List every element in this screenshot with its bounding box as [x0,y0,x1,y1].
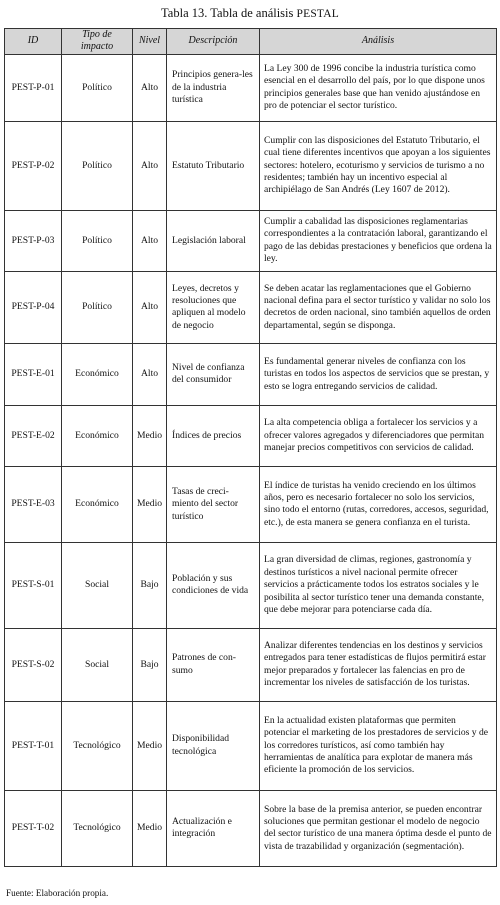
cell-id: PEST-E-03 [5,466,62,542]
table-row [5,628,497,701]
cell-id: PEST-E-01 [5,343,62,405]
header-tipo: Tipo de impacto [62,29,133,55]
cell-tipo: Político [62,121,133,210]
cell-descripcion: Índices de precios [167,405,260,466]
table-row [5,210,497,271]
cell-analisis: El índice de turistas ha venido creciendo en los últimos años, pero es necesario fortalecer no solo los servicios, sino todo el entorno (rutas, corredores, accesos, seguridad, etc.), de esta manera se genera confianza en el turista. [260,466,497,542]
table-row [5,405,497,466]
header-descripcion: Descripción [167,29,260,55]
cell-descripcion: Disponibilidad tecnológica [167,701,260,790]
cell-id: PEST-T-01 [5,701,62,790]
table-row [5,701,497,790]
cell-tipo: Económico [62,466,133,542]
cell-tipo: Tecnológico [62,701,133,790]
header-nivel: Nivel [133,29,167,55]
cell-nivel: Medio [133,790,167,866]
cell-id: PEST-P-04 [5,271,62,343]
cell-descripcion: Tasas de creci-miento del sector turístico [167,466,260,542]
cell-tipo: Político [62,54,133,121]
table-caption [0,6,500,21]
table-row [5,343,497,405]
cell-analisis: Analizar diferentes tendencias en los destinos y servicios entregados para tener estadísticas de flujos permitirá estar mejor preparados y fortalecer las falencias en pro de incrementar los niveles de satisfacción de los turistas. [260,628,497,701]
cell-descripcion: Legislación laboral [167,210,260,271]
caption-suffix: PESTAL [296,8,339,20]
cell-id: PEST-S-02 [5,628,62,701]
cell-analisis: Sobre la base de la premisa anterior, se pueden encontrar soluciones que permitan gestionar el modelo de negocio del sector turístico de una manera óptima desde el punto de vista de trazabilidad y organización (segmentación). [260,790,497,866]
cell-tipo: Político [62,271,133,343]
table-row [5,542,497,628]
cell-analisis: Cumplir a cabalidad las disposiciones reglamentarias correspondientes a la contratación laboral, garantizando el pago de las debidas prestaciones y beneficios que ordena la ley. [260,210,497,271]
header-id: ID [5,29,62,55]
cell-analisis: Es fundamental generar niveles de confianza con los turistas en todos los aspectos de servicios que se prestan, y esto se logra entregando servicios de calidad. [260,343,497,405]
cell-id: PEST-E-02 [5,405,62,466]
table-row [5,466,497,542]
cell-tipo: Social [62,628,133,701]
cell-id: PEST-P-03 [5,210,62,271]
cell-descripcion: Nivel de confianza del consumidor [167,343,260,405]
table-row [5,271,497,343]
pestal-table [4,28,497,867]
cell-tipo: Económico [62,405,133,466]
cell-nivel: Alto [133,343,167,405]
cell-nivel: Bajo [133,542,167,628]
header-analisis: Análisis [260,29,497,55]
cell-id: PEST-T-02 [5,790,62,866]
cell-analisis: La Ley 300 de 1996 concibe la industria turística como esencial en el desarrollo del país, por lo que dispone unos principios generales base que han venido ajustándose en pro de potenciar el sector turístico. [260,54,497,121]
cell-nivel: Bajo [133,628,167,701]
cell-analisis: Cumplir con las disposiciones del Estatuto Tributario, el cual tiene diferentes incentivos que apoyan a los siguientes sectores: hotelero, ecoturismo y servicios de turismo a no residentes; también hay un incentivo especial al archipiélago de San Andrés (Ley 1607 de 2012). [260,121,497,210]
cell-descripcion: Estatuto Tributario [167,121,260,210]
cell-id: PEST-S-01 [5,542,62,628]
cell-descripcion: Leyes, decretos y resoluciones que apliquen al modelo de negocio [167,271,260,343]
cell-tipo: Tecnológico [62,790,133,866]
cell-nivel: Medio [133,701,167,790]
caption-prefix: Tabla 13. Tabla de análisis [161,6,294,20]
cell-nivel: Alto [133,54,167,121]
cell-id: PEST-P-02 [5,121,62,210]
cell-nivel: Medio [133,466,167,542]
cell-id: PEST-P-01 [5,54,62,121]
cell-nivel: Alto [133,271,167,343]
cell-analisis: Se deben acatar las reglamentaciones que el Gobierno nacional defina para el sector turístico y validar no solo los decretos de orden nacional, sino también aquellos de orden departamental, según se disponga. [260,271,497,343]
table-row [5,121,497,210]
cell-tipo: Político [62,210,133,271]
cell-analisis: La gran diversidad de climas, regiones, gastronomía y destinos turísticos a nivel nacional permite ofrecer servicios a prácticamente todos los estratos sociales y le posibilita al sector turístico tener una demanda constante, que debe mejorar para potenciarse cada día. [260,542,497,628]
cell-analisis: En la actualidad existen plataformas que permiten potenciar el marketing de los prestadores de servicios y de los corredores turísticos, así como también hay herramientas de analítica para explotar de manera más eficiente la promoción de los servicios. [260,701,497,790]
table-row [5,54,497,121]
cell-nivel: Medio [133,405,167,466]
cell-tipo: Social [62,542,133,628]
cell-descripcion: Población y sus condiciones de vida [167,542,260,628]
cell-descripcion: Actualización e integración [167,790,260,866]
cell-descripcion: Principios genera-les de la industria turística [167,54,260,121]
table-row [5,790,497,866]
cell-nivel: Alto [133,121,167,210]
table-header-row [5,29,497,55]
source-note: Fuente: Elaboración propia. [6,888,109,898]
cell-nivel: Alto [133,210,167,271]
cell-analisis: La alta competencia obliga a fortalecer los servicios y a ofrecer valores agregados y diferenciadores que permitan manejar precios competitivos con servicios de calidad. [260,405,497,466]
cell-tipo: Económico [62,343,133,405]
cell-descripcion: Patrones de con-sumo [167,628,260,701]
